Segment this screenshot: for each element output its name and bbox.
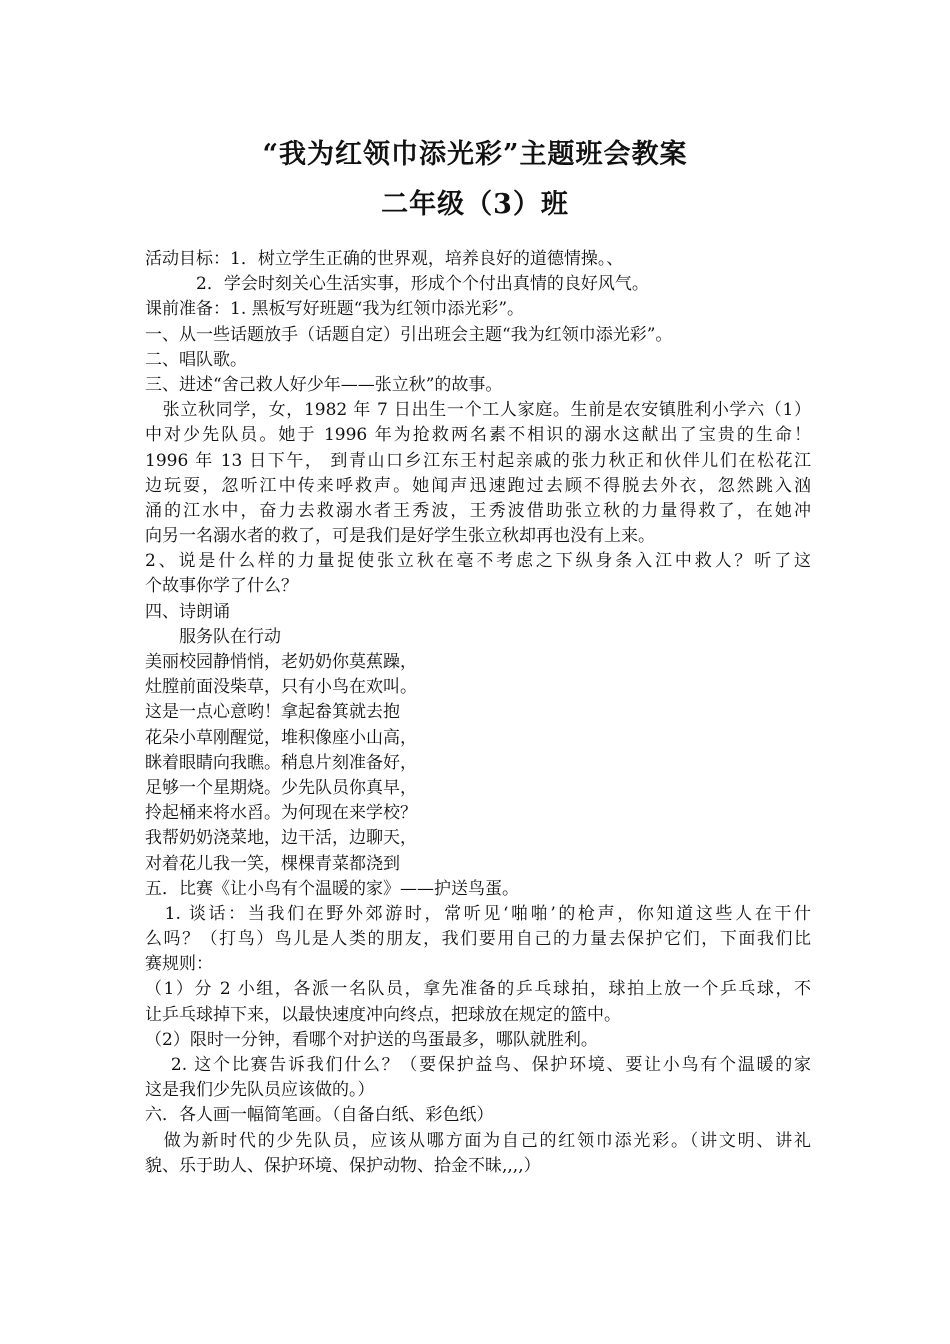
goal-line-1: 活动目标：1．树立学生正确的世界观，培养良好的道德情操。、 bbox=[145, 249, 624, 269]
section-5-heading: 五．比赛《让小鸟有个温暖的家》——护送鸟蛋。 bbox=[145, 878, 519, 899]
story-line: 张立秋同学，女，1982 年 7 日出生一个工人家庭。生前是农安镇胜利小学六（1） bbox=[145, 400, 811, 421]
lesson-line: 这是我们少先队员应该做的。） bbox=[145, 1080, 375, 1101]
document-title: “我为红领巾添光彩”主题班会教案 bbox=[262, 139, 688, 170]
rule-line: 让乒乓球掉下来，以最快速度冲向终点，把球放在规定的篮中。 bbox=[145, 1004, 621, 1025]
class-subtitle: 二年级（3）班 bbox=[381, 189, 569, 220]
poem-line: 这是一点心意哟！拿起畚箕就去抱 bbox=[145, 702, 400, 723]
preparation-line: 课前准备：1. 黑板写好班题“我为红领巾添光彩”。 bbox=[145, 299, 525, 320]
closing-line: 做为新时代的少先队员，应该从哪方面为自己的红领巾添光彩。（讲文明、讲礼 bbox=[145, 1130, 811, 1151]
document-body bbox=[145, 247, 811, 1179]
section-2-heading: 二、唱队歌。 bbox=[145, 349, 247, 370]
poem-line: 美丽校园静悄悄，老奶奶你莫蕉躁， bbox=[145, 652, 417, 672]
poem-line: 灶膛前面没柴草，只有小鸟在欢叫。 bbox=[145, 677, 417, 698]
poem-line: 花朵小草刚醒觉，堆积像座小山高， bbox=[145, 727, 417, 748]
poem-line: 对着花儿我一笑，棵棵青菜都浇到 bbox=[145, 853, 400, 874]
poem-line: 我帮奶奶浇菜地，边干活，边聊天， bbox=[145, 828, 417, 849]
story-line: 向另一名溺水者的救了，可是我们是好学生张立秋却再也没有上来。 bbox=[145, 526, 655, 547]
story-line: 1996 年 13 日下午， 到青山口乡江东王村起亲戚的张力秋正和伙伴儿们在松花江 bbox=[145, 450, 811, 471]
rule-line: （2）限时一分钟，看哪个对护送的鸟蛋最多，哪队就胜利。 bbox=[145, 1029, 598, 1050]
rule-line: （1）分 2 小组，各派一名队员，拿先准备的乒乓球拍，球拍上放一个乒乓球，不 bbox=[145, 979, 811, 1000]
section-6-heading: 六．各人画一幅简笔画。（自备白纸、彩色纸） bbox=[145, 1105, 494, 1126]
talk-line: 1. 谈话：当我们在野外郊游时，常听见‘啪啪’的枪声，你知道这些人在干什 bbox=[145, 903, 811, 924]
lesson-line: 2. 这个比赛告诉我们什么？（要保护益鸟、保护环境、要让小鸟有个温暖的家 bbox=[145, 1055, 811, 1075]
closing-line: 貌、乐于助人、保护环境、保护动物、拾金不昧,,,,） bbox=[145, 1155, 541, 1176]
poem-title: 服务队在行动 bbox=[145, 626, 281, 647]
poem-line: 眯着眼睛向我瞧。稍息片刻准备好， bbox=[145, 752, 417, 773]
story-line: 涌的江水中，奋力去救溺水者王秀波，王秀波借助张立秋的力量得救了，在她冲 bbox=[145, 500, 811, 521]
talk-line: 么吗？（打鸟）鸟儿是人类的朋友，我们要用自己的力量去保护它们，下面我们比 bbox=[145, 929, 811, 950]
question-line: 个故事你学了什么？ bbox=[145, 576, 298, 597]
goal-line-2: 2．学会时刻关心生活实事，形成个个付出真情的良好风气。 bbox=[145, 274, 649, 295]
story-line: 边玩耍，忽听江中传来呼救声。她闻声迅速跑过去顾不得脱去外衣，忽然跳入汹 bbox=[145, 475, 811, 496]
story-line: 中对少先队员。她于 1996 年为抢救两名素不相识的溺水这献出了宝贵的生命！ bbox=[145, 425, 811, 446]
section-1-heading: 一、从一些话题放手（话题自定）引出班会主题“我为红领巾添光彩”。 bbox=[145, 324, 673, 345]
poem-line: 拎起桶来将水舀。为何现在来学校？ bbox=[145, 803, 417, 824]
section-3-heading: 三、进述“舍己救人好少年——张立秋”的故事。 bbox=[145, 374, 503, 395]
question-line: 2、说是什么样的力量捉使张立秋在毫不考虑之下纵身条入江中救人？听了这 bbox=[145, 551, 811, 572]
section-4-heading: 四、诗朗诵 bbox=[145, 601, 230, 622]
talk-line: 赛规则： bbox=[145, 954, 213, 975]
poem-line: 足够一个星期烧。少先队员你真早， bbox=[145, 777, 417, 798]
